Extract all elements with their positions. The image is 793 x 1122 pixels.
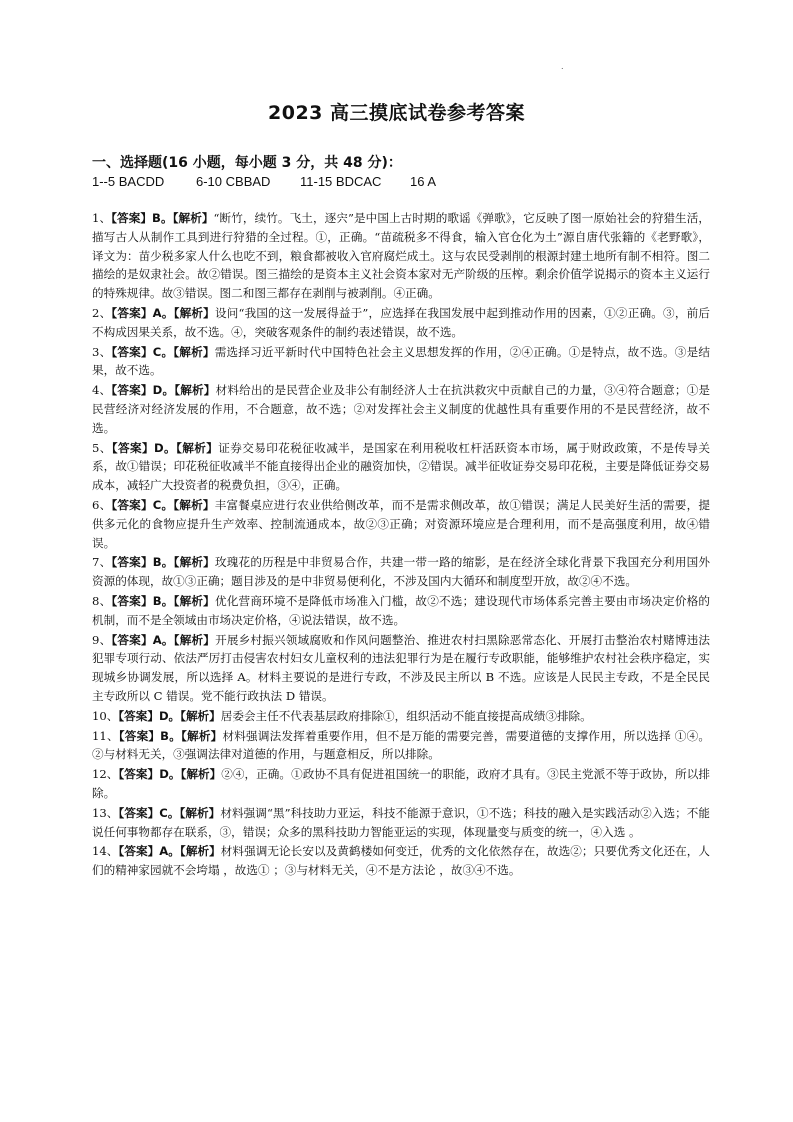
answer-key-group: 16 A (410, 174, 437, 189)
analysis-label: 【解析】 (180, 708, 221, 723)
answer-key-row (92, 174, 436, 189)
answer-label: 【答案】 (111, 383, 153, 398)
explanation-item (92, 727, 710, 765)
answer-value: C。 (152, 497, 174, 512)
item-number: 9、 (92, 632, 112, 647)
analysis-label: 【解析】 (173, 305, 215, 320)
analysis-label: 【解析】 (179, 805, 221, 820)
analysis-text: 玫瑰花的历程是中非贸易合作，共建一带一路的缩影，是在经济全球化背景下我国充分利用国外资源的体现，故①③正确；题目涉及的是中非贸易便利化，不涉及国内大循环和制度型开放，故②④不选。 (92, 555, 710, 589)
answer-value: B。 (160, 728, 182, 743)
section-heading: 一、选择题(16 小题，每小题 3 分，共 48 分)： (92, 155, 402, 171)
item-number: 4、 (92, 383, 112, 398)
explanation-item (92, 842, 710, 880)
explanation-item (92, 631, 710, 706)
analysis-text: 需选择习近平新时代中国特色社会主义思想发挥的作用，②④正确。①是特点，故不选。③是结果，故不选。 (92, 344, 710, 378)
item-number: 3、 (92, 344, 112, 359)
page-title: 2023 高三摸底试卷参考答案 (268, 102, 525, 124)
analysis-text: 丰富餐桌应进行农业供给侧改革，而不是需求侧改革，故①错误；满足人民美好生活的需要，提供多元化的食物应提升生产效率、控制流通成本，故②③正确；对资源环境应是合理利用，而不是高强度利用，故④错误。 (92, 497, 710, 550)
analysis-label: 【解析】 (179, 844, 221, 859)
explanation-item (92, 381, 710, 437)
item-number: 11、 (92, 728, 119, 743)
answer-label: 【答案】 (118, 805, 160, 820)
analysis-text: 材料强调法发挥着重要作用，但不是万能的需要完善，需要道德的支撑作用，所以选择 ①④。②与材料无关，③强调法律对道德的作用，与题意相反，所以排除。 (92, 728, 710, 762)
answer-value: D。 (152, 383, 175, 398)
analysis-label: 【解析】 (174, 383, 216, 398)
explanation-item (92, 439, 710, 495)
analysis-text: 证券交易印花税征收减半，是国家在利用税收杠杆活跃资本市场，属于财政政策，不是传导关系，故①错误；印花税征收减半不能直接得出企业的融资加快，②错误。减半征收证券交易印花税，主要是降低证券交易成本，减轻广大投资者的税费负担，③④，正确。 (92, 440, 710, 493)
answer-label: 【答案】 (111, 305, 153, 320)
explanation-item (92, 304, 710, 342)
analysis-label: 【解析】 (172, 211, 214, 225)
answer-value: D。 (158, 708, 181, 723)
analysis-label: 【解析】 (173, 497, 215, 512)
analysis-text: “断竹，续竹。飞土，逐宍”是中国上古时期的歌谣《弹歌》，它反映了图一原始社会的狩猎生活，描写古人从制作工具到进行狩猎的全过程。①，正确。“苗疏税多不得食，输入官仓化为土”源自唐代张籍的《老野歌》，译文为：苗少税多家人什么也吃不到，粮食都被收入官府腐烂成土。这与农民受剥削的根源封建土地所有制不相符。图二描绘的是奴隶社会。故②错误。图三描绘的是资本主义社会资本家对无产阶级的压榨。剩余价值学说揭示的资本主义运行的特殊规律。故③错误。图二和图三都存在剥削与被剥削。④正确。 (92, 211, 710, 301)
answer-key-group: 1--5 BACDD (92, 174, 165, 189)
analysis-text: ②④，正确。①政协不具有促进祖国统一的职能，政府才具有。③民主党派不等于政协，所以排除。 (92, 767, 710, 800)
analysis-text: 优化营商环境不是降低市场准入门槛，故②不选；建设现代市场体系完善主要由市场决定价格的机制，而不是全领域由市场决定价格，④说法错误，故不选。 (92, 593, 710, 627)
explanation-item (92, 343, 710, 381)
item-number: 10、 (92, 708, 119, 723)
analysis-text: 开展乡村振兴领域腐败和作风问题整治、推进农村扫黑除恶常态化、开展打击整治农村赌博违法犯罪专项行动、依法严厉打击侵害农村妇女儿童权利的违法犯罪行为是在履行专政职能，能够维护农村社会秩序稳定，实现城乡协调发展，所以选择 A。材料主要说的是进行专政，不涉及民主所以 B 不选。应该是人民民主专政，不是全民民主专政所以 C 错误。党不能行政执法 D 错误。 (92, 632, 710, 703)
answer-value: A。 (152, 305, 174, 320)
analysis-label: 【解析】 (180, 767, 222, 782)
explanation-item (92, 765, 710, 803)
analysis-text: 材料给出的是民营企业及非公有制经济人士在抗洪救灾中贡献自己的力量，③④符合题意；①是民营经济对经济发展的作用，不合题意，故不选；②对发挥社会主义制度的优越性具有重要作用的不是民营经济，故不选。 (92, 383, 710, 435)
item-number: 2、 (92, 305, 112, 320)
answer-key-group: 6-10 CBBAD (196, 174, 271, 189)
item-number: 5、 (92, 440, 112, 455)
analysis-text: 设问“我国的这一发展得益于”，应选择在我国发展中起到推动作用的因素，①②正确。③，前后不构成因果关系，故不选。④，突破客观条件的制约表述错误，故不选。 (92, 305, 710, 339)
analysis-label: 【解析】 (176, 440, 219, 455)
answer-value: A。 (159, 844, 180, 859)
explanation-list (92, 209, 710, 881)
answer-value: D。 (154, 440, 177, 455)
explanation-item (92, 592, 710, 630)
answer-value: B。 (152, 593, 174, 608)
answer-value: A。 (152, 632, 174, 647)
analysis-text: 材料强调无论长安以及黄鹤楼如何变迁，优秀的文化依然存在，故选②；只要优秀文化还在，人们的精神家园就不会垮塌 ，故选① ；③与材料无关，④不是方法论 ，故③④不选。 (92, 844, 711, 878)
answer-label: 【答案】 (111, 211, 153, 225)
answer-label: 【答案】 (118, 728, 161, 743)
answer-key-group: 11-15 BDCAC (300, 174, 382, 189)
analysis-text: 居委会主任不代表基层政府排除①，组织活动不能直接提高成绩③排除。 (220, 708, 592, 723)
analysis-label: 【解析】 (181, 728, 223, 743)
analysis-label: 【解析】 (173, 593, 215, 608)
explanation-item (92, 553, 710, 591)
item-number: 13、 (92, 805, 119, 820)
item-number: 14、 (92, 844, 119, 859)
answer-label: 【答案】 (111, 632, 153, 647)
explanation-item (92, 209, 710, 303)
answer-label: 【答案】 (118, 708, 159, 723)
answer-value: D。 (159, 767, 181, 782)
answer-value: B。 (152, 555, 174, 570)
item-number: 1、 (92, 211, 112, 225)
item-number: 12、 (92, 767, 119, 782)
explanation-item (92, 707, 710, 726)
explanation-item (92, 804, 710, 842)
analysis-label: 【解析】 (173, 632, 216, 647)
page-mark: . (561, 62, 564, 71)
item-number: 8、 (92, 593, 112, 608)
answer-label: 【答案】 (111, 497, 153, 512)
answer-value: C。 (152, 344, 174, 359)
answer-value: C。 (159, 805, 180, 820)
item-number: 6、 (92, 497, 112, 512)
answer-label: 【答案】 (118, 844, 160, 859)
analysis-label: 【解析】 (173, 555, 215, 570)
answer-value: B。 (152, 211, 173, 225)
answer-label: 【答案】 (118, 767, 160, 782)
answer-label: 【答案】 (111, 344, 153, 359)
explanation-item (92, 496, 710, 552)
item-number: 7、 (92, 555, 112, 570)
answer-label: 【答案】 (111, 555, 153, 570)
analysis-label: 【解析】 (173, 344, 215, 359)
answer-label: 【答案】 (111, 440, 155, 455)
analysis-text: 材料强调“黑”科技助力亚运，科技不能源于意识，①不选；科技的融入是实践活动②入选；不能说任何事物都存在联系，③，错误；众多的黑科技助力智能亚运的实现，体现量变与质变的统一，④入选 。 (92, 805, 710, 839)
answer-label: 【答案】 (111, 593, 153, 608)
